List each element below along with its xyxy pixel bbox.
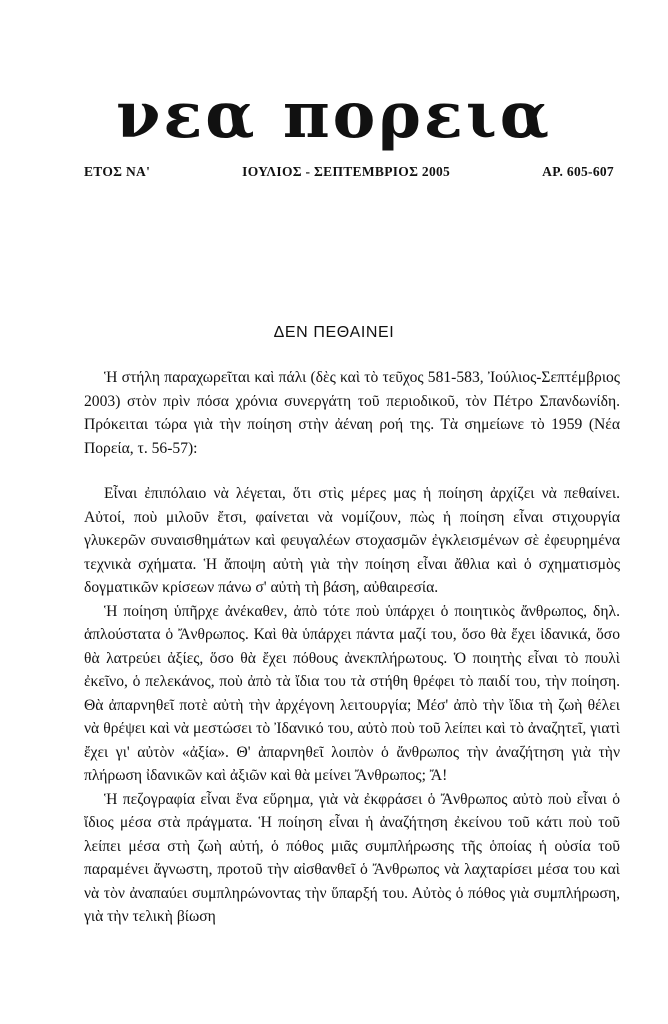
masthead-title: νεα πορεια — [115, 78, 553, 153]
intro-paragraph: Ἡ στήλη παραχωρεῖται καὶ πάλι (δὲς καὶ τὸ τεῦχος 581-583, Ἰούλιος-Σεπτέμβριος 2003) στὸν πρὶν πόσα χρόνια συνεργάτη τοῦ περιοδικοῦ, τὸν Πέτρο Σπανδωνίδη. Πρόκειται τώρα γιὰ τὴν ποίηση στὴν ἀέναη ροή της. Τὰ σημείωνε τὸ 1959 (Νέα Πορεία, τ. 56-57): — [84, 369, 620, 457]
issue-number: ΑΡ. 605-607 — [542, 164, 614, 179]
article-body — [84, 482, 620, 929]
article-intro — [84, 366, 620, 460]
body-paragraph: Ἡ ποίηση ὑπῆρχε ἀνέκαθεν, ἀπὸ τότε ποὺ ὑπάρχει ὁ ποιητικὸς ἄνθρωπος, δηλ. ἁπλούστατα ὁ Ἄνθρωπος. Καὶ θὰ ὑπάρχει πάντα μαζί του, ὅσο θὰ ἔχει ἰδανικά, ὅσο θὰ λατρεύει ἀξίες, ὅσο θὰ ἔχει πόθους ἀνεκπλήρωτους. Ὁ ποιητὴς εἶναι τὸ πουλὶ ἐκεῖνο, ὁ πελεκάνος, ποὺ ἀπὸ τὰ ἴδια του τὰ στήθη θρέφει τὸ παιδί του, τὴν ποίηση. Θὰ ἀπαρνηθεῖ ποτὲ αὐτὴ τὴν ἀρχέγονη λειτουργία; Μέσ' ἀπὸ τὴν ἴδια τὴ ζωὴ θέλει νὰ θρέψει καὶ νὰ μεστώσει τὸ Ἰδανικό του, αὐτὸ ποὺ τοῦ λείπει καὶ τὸ ἀναζητεῖ, γιατὶ ἔχει γι' αὐτὸν «ἀξία». Θ' ἀπαρνηθεῖ λοιπὸν ὁ ἄνθρωπος τὴν ἀναζήτηση γιὰ τὴν πλήρωση ἰδανικῶν καὶ ἀξιῶν καὶ θὰ μείνει Ἄνθρωπος; Ἄ! — [84, 602, 620, 784]
body-paragraph: Εἶναι ἐπιπόλαιο νὰ λέγεται, ὅτι στὶς μέρες μας ἡ ποίηση ἀρχίζει νὰ πεθαίνει. Αὐτοί, ποὺ μιλοῦν ἔτσι, φαίνεται νὰ νομίζουν, πὼς ἡ ποίηση εἶναι στιχουργία γλυκερῶν συναισθημάτων καὶ φευγαλέων στοχασμῶν ἐγκλεισμένων σὲ ἐφευρημένα τεχνικὰ σχήματα. Ἡ ἄποψη αὐτὴ γιὰ τὴν ποίηση εἶναι ἄθλια καὶ ὁ σχηματισμὸς δογματικῶν κρίσεων πάνω σ' αὐτὴ τὴ βάση, αὐθαιρεσία. — [84, 485, 620, 596]
issue-period: ΙΟΥΛΙΟΣ - ΣΕΠΤΕΜΒΡΙΟΣ 2005 — [242, 164, 451, 179]
issue-info — [84, 164, 614, 180]
article-title: ΔΕΝ ΠΕΘΑΙΝΕΙ — [273, 324, 395, 341]
issue-year: ΕΤΟΣ ΝΑ' — [84, 164, 151, 179]
body-paragraph: Ἡ πεζογραφία εἶναι ἕνα εὕρημα, γιὰ νὰ ἐκφράσει ὁ Ἄνθρωπος αὐτὸ ποὺ εἶναι ὁ ἴδιος μέσα στὰ πράγματα. Ἡ ποίηση εἶναι ἡ ἀναζήτηση ἐκείνου τοῦ κάτι ποὺ τοῦ λείπει μέσα στὴ ζωὴ αὐτή, ὁ πόθος μιᾶς συμπλήρωσης τῆς ὁποίας ἡ οὐσία τοῦ παραμένει ἄγνωστη, προτοῦ τὴν αἰσθανθεῖ ὁ Ἄνθρωπος νὰ λαχταρίσει μέσα του καὶ νὰ τὸν ἀναπαύει συμπληρώνοντας τὴν ὕπαρξή του. Αὐτὸς ὁ πόθος γιὰ συμπλήρωση, γιὰ τὴν τελικὴ βίωση — [84, 790, 620, 925]
